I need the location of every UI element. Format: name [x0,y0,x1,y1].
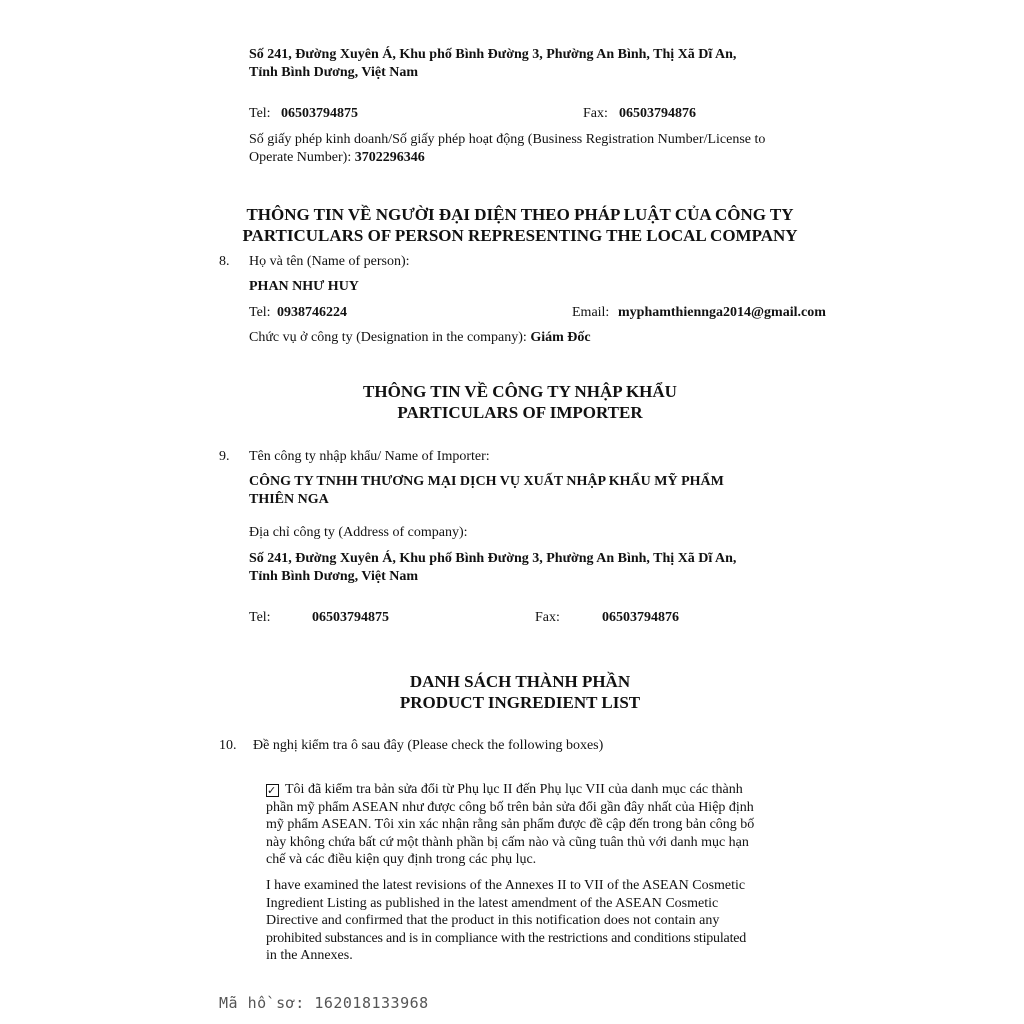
declaration-en-line: Directive and confirmed that the product in this notification does not contain any [266,913,720,928]
ingredients-instruction: Đề nghị kiểm tra ô sau đây (Please check the following boxes) [253,738,604,753]
representative-heading-vi: THÔNG TIN VỀ NGƯỜI ĐẠI DIỆN THEO PHÁP LUẬT CỦA CÔNG TY [246,205,794,224]
representative-heading-en: PARTICULARS OF PERSON REPRESENTING THE LOCAL COMPANY [242,226,798,245]
importer-tel-value: 06503794875 [312,610,389,625]
company-address-line2: Tỉnh Bình Dương, Việt Nam [249,65,419,80]
license-line1: Số giấy phép kinh doanh/Số giấy phép hoạt động (Business Registration Number/License to [249,132,766,147]
declaration-en-line: I have examined the latest revisions of the Annexes II to VII of the ASEAN Cosmetic [266,878,746,893]
importer-heading-en: PARTICULARS OF IMPORTER [397,403,643,422]
company-tel-value: 06503794875 [281,106,358,121]
representative-email-label: Email: [572,305,610,320]
declaration-en-line: in the Annexes. [266,948,353,963]
representative-designation [249,329,591,347]
company-fax-label: Fax: [583,106,608,121]
importer-fax-label: Fax: [535,610,560,625]
checkmark-icon: ✓ [267,784,277,797]
importer-name-line1: CÔNG TY TNHH THƯƠNG MẠI DỊCH VỤ XUẤT NHẬP KHẨU MỸ PHẨM [249,474,724,489]
importer-heading-vi: THÔNG TIN VỀ CÔNG TY NHẬP KHẨU [363,382,677,401]
declaration-en-line: Ingredient Listing as published in the latest amendment of the ASEAN Cosmetic [266,895,719,911]
representative-name-label: Họ và tên (Name of person): [249,254,410,269]
representative-email-value: myphamthiennga2014@gmail.com [618,305,826,320]
declaration-vi-line: mỹ phẩm ASEAN. Tôi xin xác nhận rằng sản phẩm được đề cập đến trong bản công bố [266,817,755,832]
company-fax-value: 06503794876 [619,106,696,121]
item-number-10: 10. [219,738,237,753]
ingredient-checkbox[interactable] [266,784,279,797]
declaration-vi-line: phần mỹ phẩm ASEAN như được công bố trên bản sửa đổi gần đây nhất của Hiệp định [266,799,754,815]
importer-tel-label: Tel: [249,610,271,625]
company-address-line1: Số 241, Đường Xuyên Á, Khu phố Bình Đường 3, Phường An Bình, Thị Xã Dĩ An, [249,47,737,62]
declaration-vi-line: này không chứa bất cứ một thành phần bị cấm nào và cũng tuân thủ với danh mục hạn [266,834,749,850]
importer-address-line1: Số 241, Đường Xuyên Á, Khu phố Bình Đường 3, Phường An Bình, Thị Xã Dĩ An, [249,551,737,566]
license-number: 3702296346 [354,150,425,165]
item-number-8: 8. [219,254,230,269]
company-tel-label: Tel: [249,106,271,121]
declaration-en [266,877,823,965]
representative-tel-value: 0938746224 [277,305,347,320]
record-label: Mã hồ sơ: [219,994,305,1012]
importer-name-label: Tên công ty nhập khẩu/ Name of Importer: [249,449,490,464]
designation-label: Chức vụ ở công ty (Designation in the company): [249,330,527,345]
declaration-vi-line [266,781,823,799]
ingredients-heading-vi: DANH SÁCH THÀNH PHẦN [409,672,631,691]
declaration-en-line: prohibited substances and is in compliance with the restrictions and conditions stipulated [266,930,747,946]
declaration-vi-line: chế và các điều kiện quy định trong các phụ lục. [266,852,537,867]
importer-name-line2: THIÊN NGA [249,492,329,507]
license-line2 [249,149,425,167]
item-number-9: 9. [219,449,230,464]
declaration-vi-text-0: Tôi đã kiểm tra bản sửa đổi từ Phụ lục II đến Phụ lục VII của danh mục các thành [285,782,743,797]
designation-value: Giám Đốc [530,330,591,345]
importer-fax-value: 06503794876 [602,610,679,625]
license-label: Operate Number): [249,150,352,165]
declaration-vi [266,781,823,869]
record-number [219,994,429,1012]
record-value: 162018133968 [314,994,429,1012]
importer-address-label: Địa chỉ công ty (Address of company): [249,525,468,540]
ingredients-heading-en: PRODUCT INGREDIENT LIST [399,693,641,712]
representative-tel-label: Tel: [249,305,271,320]
representative-name: PHAN NHƯ HUY [249,279,359,294]
importer-address-line2: Tỉnh Bình Dương, Việt Nam [249,569,419,584]
